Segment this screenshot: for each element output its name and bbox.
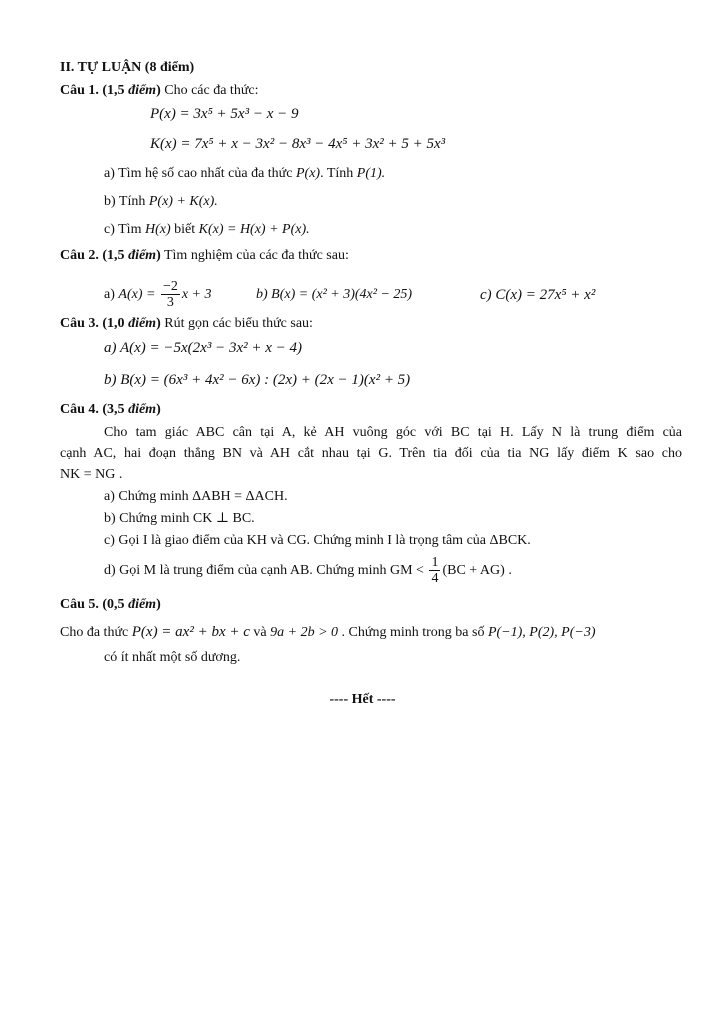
fraction-denominator: 4 <box>431 571 439 587</box>
question-1a-math-1: P(x) <box>295 166 321 181</box>
question-2a-rhs: x + 3 <box>181 287 212 302</box>
question-4-points: điểm <box>128 402 157 417</box>
end-marker: ---- Hết ---- <box>329 692 396 707</box>
question-3-points: điểm <box>128 316 157 331</box>
section-title: II. TỰ LUẬN (8 điểm) <box>60 60 195 75</box>
question-5-text-3: . Chứng minh trong ba số <box>338 625 488 640</box>
question-3b: b) B(x) = (6x³ + 4x² − 6x) : (2x) + (2x − 1)(x² + 5) <box>104 372 411 388</box>
question-2-intro: Tìm nghiệm của các đa thức sau: <box>160 248 349 263</box>
question-4d-math-lhs: GM < <box>390 563 428 578</box>
fraction-numerator: −2 <box>162 279 178 295</box>
question-4-header <box>60 400 161 420</box>
question-2-points: điểm <box>128 248 157 263</box>
question-4-paragraph-line-3: NK = NG . <box>60 467 123 482</box>
question-5-text-2: và <box>249 625 271 640</box>
question-5-math-3: P(−1), P(2), P(−3) <box>487 625 596 640</box>
question-5-line-1 <box>60 622 595 643</box>
question-1c-text-2: biết <box>170 222 199 237</box>
question-1a-math-2: P(1). <box>356 166 386 181</box>
question-5-math-1: P(x) = ax² + bx + c <box>131 624 250 640</box>
question-2b: b) B(x) = (x² + 3)(4x² − 25) <box>256 287 413 302</box>
question-3-label: Câu 3. (1,0 <box>60 316 129 331</box>
question-1b-text: b) Tính <box>104 194 149 209</box>
question-3-header <box>60 314 313 334</box>
question-1a-text-2: . Tính <box>320 166 357 181</box>
question-3-intro: Rút gọn các biểu thức sau: <box>160 316 313 331</box>
fraction-one-quarter <box>429 555 440 586</box>
question-4d-math-rhs: (BC + AG) . <box>442 563 512 578</box>
question-2c: c) C(x) = 27x⁵ + x² <box>480 287 596 303</box>
question-1c-math-1: H(x) <box>144 222 171 237</box>
question-4-paragraph-line-2: cạnh AC, hai đoạn thẳng BN và AH cắt nhau tại G. Trên tia đối của tia NG lấy điểm K sao cho <box>60 446 682 461</box>
question-1-intro: Cho các đa thức: <box>160 83 259 98</box>
question-4d <box>104 554 512 588</box>
question-3-label-end: ) <box>156 316 161 331</box>
question-4a: a) Chứng minh ΔABH = ΔACH. <box>104 489 288 504</box>
question-1c-math-2: K(x) = H(x) + P(x). <box>198 222 310 237</box>
question-5-points: điểm <box>128 597 157 612</box>
question-1-label-end: ) <box>156 83 161 98</box>
question-1b-math: P(x) + K(x). <box>148 194 218 209</box>
question-5-line-2: có ít nhất một số dương. <box>104 650 241 665</box>
question-5-text-1: Cho đa thức <box>60 625 132 640</box>
question-5-label: Câu 5. (0,5 <box>60 597 129 612</box>
question-1a-text: a) Tìm hệ số cao nhất của đa thức <box>104 166 296 181</box>
question-4b: b) Chứng minh CK ⊥ BC. <box>104 511 255 526</box>
question-2-label: Câu 2. (1,5 <box>60 248 129 263</box>
question-1c <box>104 220 310 240</box>
polynomial-k: K(x) = 7x⁵ + x − 3x² − 8x³ − 4x⁵ + 3x² + 5 + 5x³ <box>150 136 446 152</box>
question-2a-lhs: A(x) = <box>118 287 159 302</box>
question-1-label: Câu 1. (1,5 <box>60 83 129 98</box>
question-1a <box>104 164 385 184</box>
question-4-label-end: ) <box>156 402 161 417</box>
fraction-minus-two-thirds <box>161 279 180 310</box>
question-1-points: điểm <box>128 83 157 98</box>
fraction-numerator: 1 <box>431 555 439 571</box>
question-4d-text: d) Gọi M là trung điểm của cạnh AB. Chứng minh <box>104 563 390 578</box>
fraction-denominator: 3 <box>166 295 174 311</box>
question-2-label-end: ) <box>156 248 161 263</box>
question-4c: c) Gọi I là giao điểm của KH và CG. Chứng minh I là trọng tâm của ΔBCK. <box>104 533 531 548</box>
question-5-label-end: ) <box>156 597 161 612</box>
question-1c-text: c) Tìm <box>104 222 145 237</box>
polynomial-p: P(x) = 3x⁵ + 5x³ − x − 9 <box>150 106 299 122</box>
question-2a <box>104 278 212 312</box>
question-5-header <box>60 595 161 615</box>
question-1b <box>104 192 218 212</box>
question-1-header <box>60 81 259 101</box>
question-4-label: Câu 4. (3,5 <box>60 402 129 417</box>
question-2-header <box>60 246 349 266</box>
question-2a-prefix: a) <box>104 287 119 302</box>
question-3a: a) A(x) = −5x(2x³ − 3x² + x − 4) <box>104 340 303 356</box>
question-4-paragraph-line-1: Cho tam giác ABC cân tại A, kẻ AH vuông góc với BC tại H. Lấy N là trung điểm của <box>104 425 682 440</box>
question-5-math-2: 9a + 2b > 0 <box>270 625 339 640</box>
